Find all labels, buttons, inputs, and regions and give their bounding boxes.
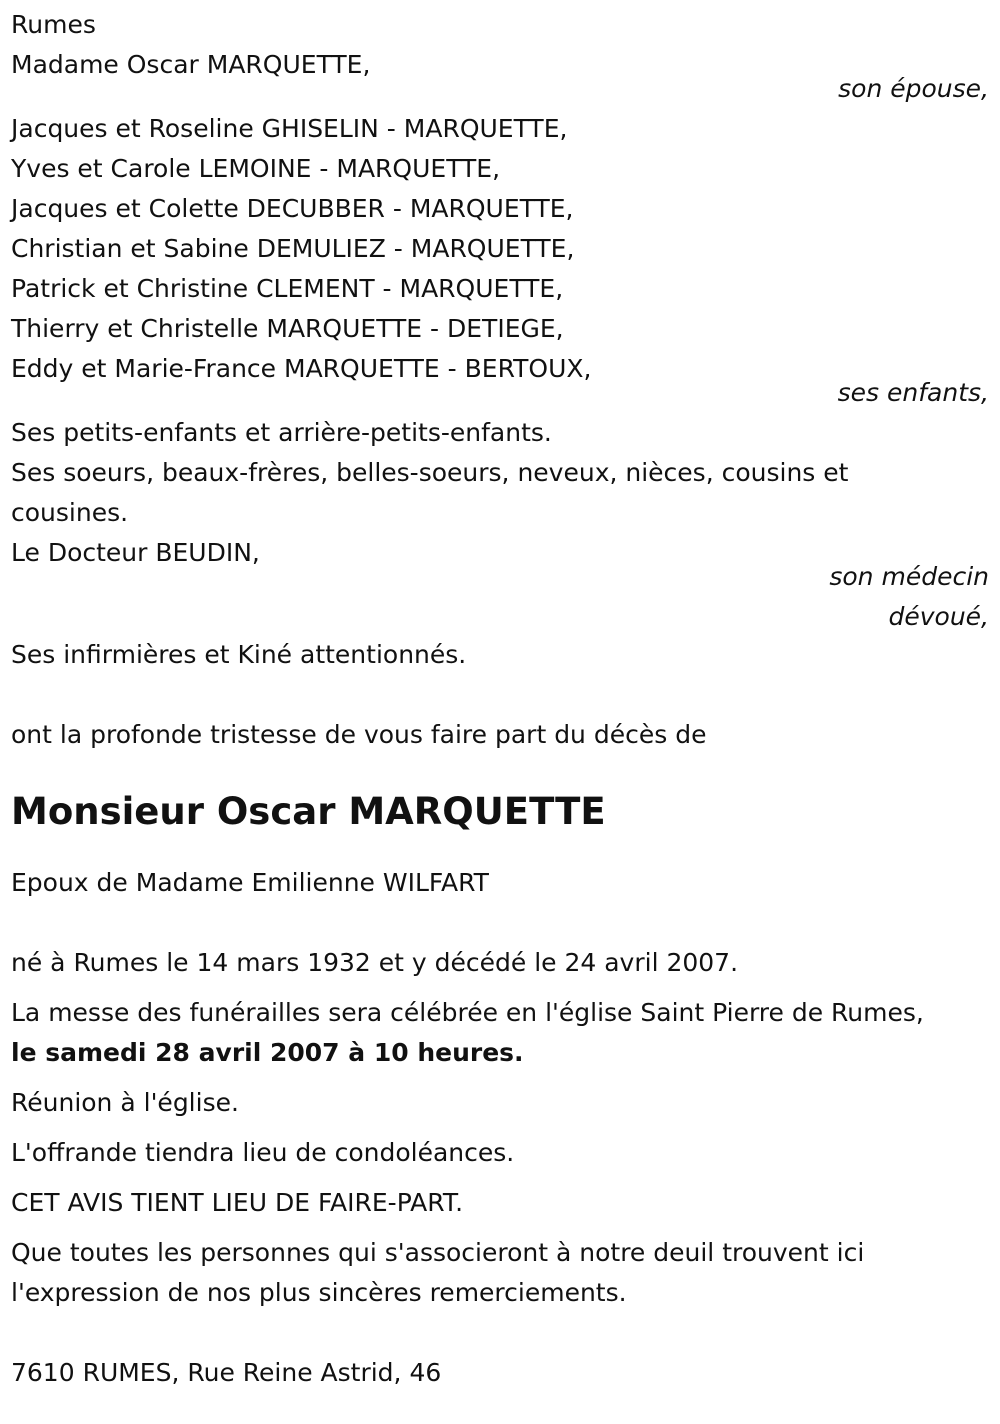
child-line: Jacques et Roseline GHISELIN - MARQUETTE, <box>11 114 568 143</box>
relatives-line: Ses soeurs, beaux-frères, belles-soeurs, neveux, nièces, cousins et <box>11 458 849 487</box>
child-line: Jacques et Colette DECUBBER - MARQUETTE, <box>11 194 574 223</box>
meeting-line: Réunion à l'église. <box>11 1088 239 1117</box>
offering-line: L'offrande tiendra lieu de condoléances. <box>11 1138 515 1167</box>
thanks-line-continued: l'expression de nos plus sincères remerciements. <box>11 1278 627 1307</box>
spouse-role: son épouse, <box>838 74 989 103</box>
doctor-role-continued: dévoué, <box>888 602 989 631</box>
funeral-mass-line: La messe des funérailles sera célébrée en l'église Saint Pierre de Rumes, <box>11 998 924 1027</box>
funeral-mass-date: le samedi 28 avril 2007 à 10 heures. <box>11 1038 524 1067</box>
child-line: Christian et Sabine DEMULIEZ - MARQUETTE, <box>11 234 575 263</box>
doctor-line: Le Docteur BEUDIN, <box>11 538 260 567</box>
child-line: Eddy et Marie-France MARQUETTE - BERTOUX, <box>11 354 592 383</box>
deceased-name: Monsieur Oscar MARQUETTE <box>11 790 606 833</box>
child-line: Thierry et Christelle MARQUETTE - DETIEGE, <box>11 314 564 343</box>
notice-line: CET AVIS TIENT LIEU DE FAIRE-PART. <box>11 1188 464 1217</box>
spouse-of-line: Epoux de Madame Emilienne WILFART <box>11 868 489 897</box>
child-line: Patrick et Christine CLEMENT - MARQUETTE, <box>11 274 564 303</box>
grandchildren-line: Ses petits-enfants et arrière-petits-enfants. <box>11 418 552 447</box>
child-line: Yves et Carole LEMOINE - MARQUETTE, <box>11 154 501 183</box>
children-list <box>11 109 989 389</box>
obituary-notice <box>11 5 989 1393</box>
address-line: 7610 RUMES, Rue Reine Astrid, 46 <box>11 1358 442 1387</box>
town-name: Rumes <box>11 10 96 39</box>
spouse-name: Madame Oscar MARQUETTE, <box>11 50 371 79</box>
thanks-line: Que toutes les personnes qui s'associeront à notre deuil trouvent ici <box>11 1238 865 1267</box>
announcement-intro: ont la profonde tristesse de vous faire part du décès de <box>11 720 707 749</box>
children-role: ses enfants, <box>837 378 989 407</box>
relatives-line-continued: cousines. <box>11 498 129 527</box>
nurses-line: Ses infirmières et Kiné attentionnés. <box>11 640 467 669</box>
born-died-line: né à Rumes le 14 mars 1932 et y décédé le 24 avril 2007. <box>11 948 739 977</box>
doctor-role: son médecin <box>829 562 989 591</box>
